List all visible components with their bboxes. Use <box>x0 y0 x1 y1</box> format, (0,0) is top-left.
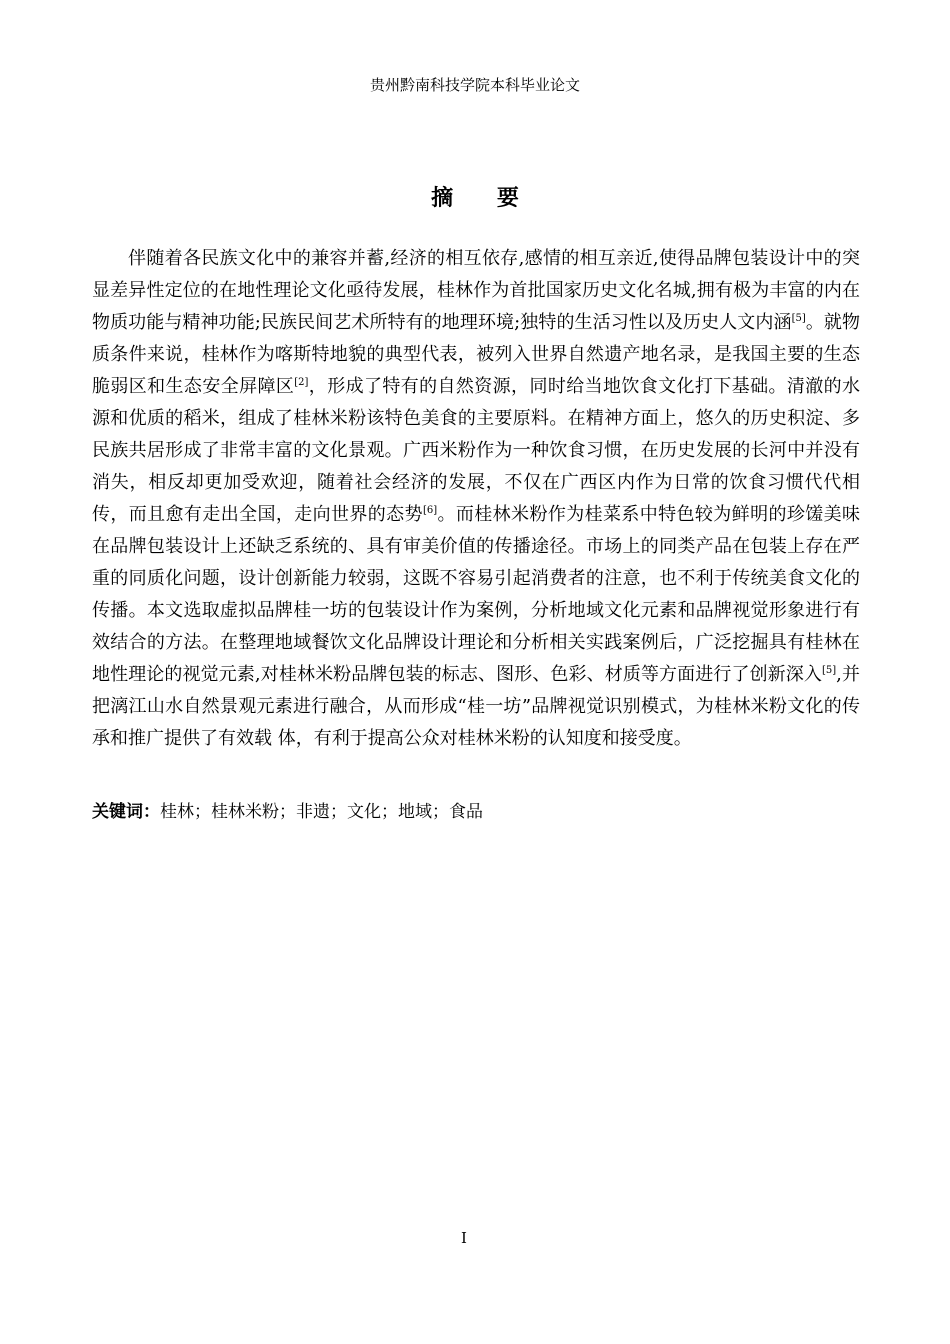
abstract-text-segment: 。而桂林米粉作为桂菜系中特色较为鲜明的珍馐美味在品牌包装设计上还缺乏系统的、具有审美价值的传播途径。市场上的同类产品在包装上存在严重的同质化问题，设计创新能力较弱，这既不容易引起消费者的注意，也不利于传统美食文化的传播。本文选取虚拟品牌桂一坊的包装设计作为案例，分析地域文化元素和品牌视觉形象进行有效结合的方法。在整理地域餐饮文化品牌设计理论和分析相关实践案例后，广泛挖掘具有桂林在地性理论的视觉元素,对桂林米粉品牌包装的标志、图形、色彩、材质等方面进行了创新深入 <box>92 504 861 685</box>
running-header: 贵州黔南科技学院本科毕业论文 <box>369 76 580 94</box>
citation-marker: [5] <box>791 313 806 324</box>
abstract-title: 摘 要 <box>431 185 537 211</box>
abstract-text-segment: ，形成了特有的自然资源，同时给当地饮食文化打下基础。清澈的水源和优质的稻米，组成了桂林米粉该特色美食的主要原料。在精神方面上，悠久的历史积淀、多民族共居形成了非常丰富的文化景观。广西米粉作为一种饮食习惯，在历史发展的长河中并没有消失，相反却更加受欢迎，随着社会经济的发展，不仅在广西区内作为日常的饮食习惯代代相传，而且愈有走出全国，走向世界的态势 <box>92 376 861 525</box>
abstract-text-segment: 伴随着各民族文化中的兼容并蓄,经济的相互依存,感情的相互亲近,使得品牌包装设计中的突显差异性定位的在地性理论文化亟待发展，桂林作为首批国家历史文化名城,拥有极为丰富的内在物质功能与精神功能;民族民间艺术所特有的地理环境;独特的生活习性以及历史人文内涵 <box>92 248 860 333</box>
keywords-text: 桂林；桂林米粉；非遗；文化；地域；食品 <box>160 802 483 822</box>
keywords-label: 关键词： <box>92 802 160 822</box>
abstract-text-segment: ,并把漓江山水自然景观元素进行融合，从而形成“桂一坊”品牌视觉识别模式，为桂林米粉文化的传承和推广提供了有效载 体，有利于提高公众对桂林米粉的认知度和接受度。 <box>92 664 860 749</box>
citation-marker: [5] <box>822 665 837 676</box>
abstract-body <box>92 243 860 755</box>
citation-marker: [6] <box>422 505 438 516</box>
citation-marker: [2] <box>294 377 309 388</box>
keywords-line <box>92 797 860 827</box>
abstract-text-segment: 。就物质条件来说，桂林作为喀斯特地貌的典型代表，被列入世界自然遗产地名录，是我国主要的生态脆弱区和生态安全屏障区 <box>92 312 861 397</box>
page-number: I <box>461 1229 467 1247</box>
